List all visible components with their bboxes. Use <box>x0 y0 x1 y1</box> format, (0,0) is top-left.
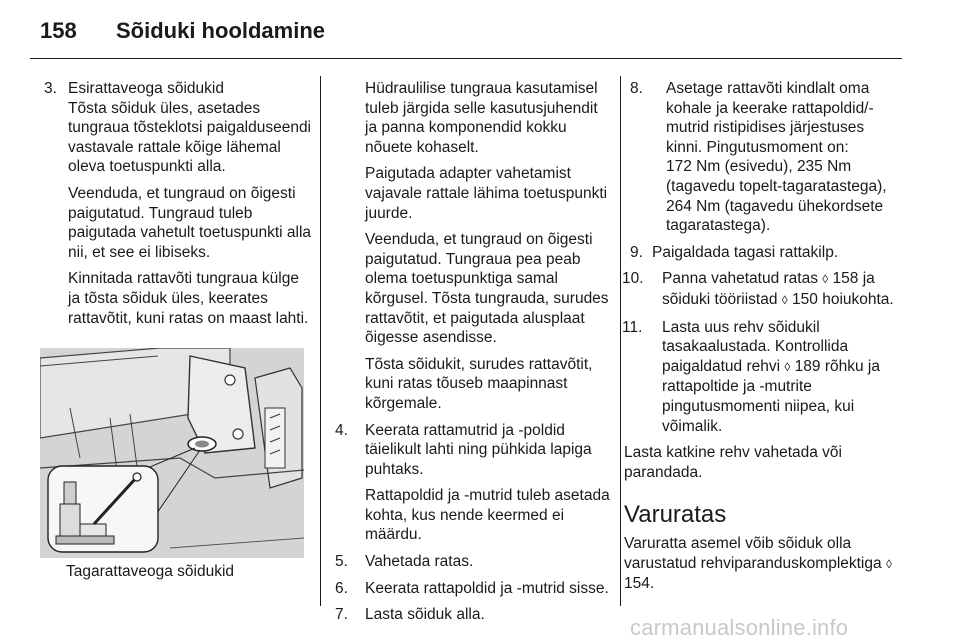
figure-caption: Tagarattaveoga sõidukid <box>66 563 235 580</box>
step-5 <box>335 552 613 572</box>
step-5-text: Vahetada ratas. <box>365 553 474 571</box>
column-1 <box>44 79 312 335</box>
section-title: Varuratas <box>624 501 727 529</box>
step-3-paragraph-1: Tõsta sõiduk üles, asetades tungraua tõsteklotsi paigalduseendi vastavale rattale kõige lähemal oleva toetuspunkti alla. <box>68 99 312 176</box>
jack-illustration <box>40 348 304 558</box>
xref-arrow-icon: ◊ <box>885 556 892 571</box>
step-4-paragraph-1: Keerata rattamutrid ja -poldid täielikult lahti ning pühkida lapiga puhtaks. <box>365 421 592 478</box>
step-11 <box>622 318 904 437</box>
section-text <box>622 534 904 594</box>
step-10 <box>622 269 904 310</box>
note-text: Lasta katkine rehv vahetada või parandada. <box>624 444 842 481</box>
jack-drawing-icon <box>40 348 304 558</box>
page-title: Sõiduki hooldamine <box>116 18 326 43</box>
xref-arrow-icon: ◊ <box>781 292 788 307</box>
column-divider-1 <box>320 76 321 606</box>
page-ref-link[interactable]: 189 <box>794 357 821 375</box>
col2-paragraph-2: Paigutada adapter vahetamist vajavale rattale lähima toetuspunkti juurde. <box>365 165 608 222</box>
step-3 <box>44 79 312 328</box>
step-number: 6. <box>335 579 348 597</box>
step-number: 4. <box>335 421 348 439</box>
step-11-text-b: rõhku ja rattapoltide ja -mutrite pingutusmomenti niipea, kui võimalik. <box>662 357 880 435</box>
step-3-paragraph-2: Veenduda, et tungraud on õigesti paigutatud. Tungraud tuleb paigutada vahetult toetuspunkti alla nii, et see ei libiseks. <box>68 184 312 261</box>
xref-arrow-icon: ◊ <box>784 359 791 374</box>
column-divider-2 <box>620 76 621 606</box>
step-9 <box>622 243 904 263</box>
col2-paragraph-4: Tõsta sõidukit, surudes rattavõtit, kuni ratas tõuseb maapinnast kõrgemale. <box>365 355 593 412</box>
step-6-text: Keerata rattapoldid ja -mutrid sisse. <box>365 579 609 597</box>
step-number: 9. <box>630 243 643 261</box>
step-10-text-b: ja sõiduki tööriistad <box>662 270 875 308</box>
col2-paragraph-1: Hüdraulilise tungraua kasutamisel tuleb järgida selle kasutusjuhendit ja panna komponendid kokku nõuete kohaselt. <box>365 80 598 156</box>
header-rule <box>30 58 902 59</box>
step-number: 3. <box>44 80 57 97</box>
step-7-text: Lasta sõiduk alla. <box>365 606 485 624</box>
step-9-text: Paigaldada tagasi rattakilp. <box>652 243 839 261</box>
page-ref-link[interactable]: 150 <box>792 290 818 308</box>
page-header <box>40 12 920 52</box>
column-2 <box>335 79 613 632</box>
step-11-text-a: Lasta uus rehv sõidukil tasakaalustada. Kontrollida paigaldatud rehvi <box>662 318 849 375</box>
section-text-a: Varuratta asemel võib sõiduk olla varustatud rehviparanduskomplektiga <box>624 535 882 572</box>
step-8 <box>622 79 904 236</box>
step-10-text-a: Panna vahetatud ratas <box>662 270 818 288</box>
step-10-text-c: hoiukohta. <box>822 290 894 308</box>
step-4-paragraph-2: Rattapoldid ja -mutrid tuleb asetada kohta, kus nende keermed ei määrdu. <box>365 487 610 544</box>
step-number: 11. <box>622 318 643 336</box>
page-number: 158 <box>40 18 77 43</box>
step-3-paragraph-3: Kinnitada rattavõti tungraua külge ja tõsta sõiduk üles, keerates rattavõtit, kuni ratas on maast lahti. <box>68 270 309 327</box>
page-ref-link[interactable]: 158 <box>832 270 859 288</box>
step-8-text-b: 172 Nm (esivedu), 235 Nm (tagavedu topelt-tagaratastega), 264 Nm (tagavedu ühekordsete tagaratastega). <box>666 158 887 235</box>
col2-paragraph-3: Veenduda, et tungraud on õigesti paigutatud. Tungraua pea peab olema toetuspunktiga samal kõrgusel. Tõsta tungrauda, surudes rattavõtit, et paigutada alusplaat õigesse asendisse. <box>365 231 609 347</box>
watermark: carmanualsonline.info <box>630 615 849 640</box>
step-11-text <box>662 318 904 437</box>
step-4 <box>335 421 613 546</box>
step-7 <box>335 605 613 625</box>
step-number: 8. <box>630 80 643 97</box>
step-number: 7. <box>335 606 348 624</box>
page-ref-link[interactable]: 154 <box>624 575 650 593</box>
xref-arrow-icon: ◊ <box>822 272 829 287</box>
column-3 <box>622 79 904 601</box>
step-6 <box>335 579 613 599</box>
step-10-text <box>662 269 904 310</box>
step-number: 5. <box>335 553 348 571</box>
section-text-end: . <box>649 575 655 593</box>
step-8-text-a: Asetage rattavõti kindlalt oma kohale ja keerake rattapoldid/-mutrid ristipidises järjestuses kinni. Pingutusmoment on: <box>666 80 874 156</box>
step-number: 10. <box>622 270 644 288</box>
step-3-title: Esirattaveoga sõidukid <box>68 80 224 97</box>
